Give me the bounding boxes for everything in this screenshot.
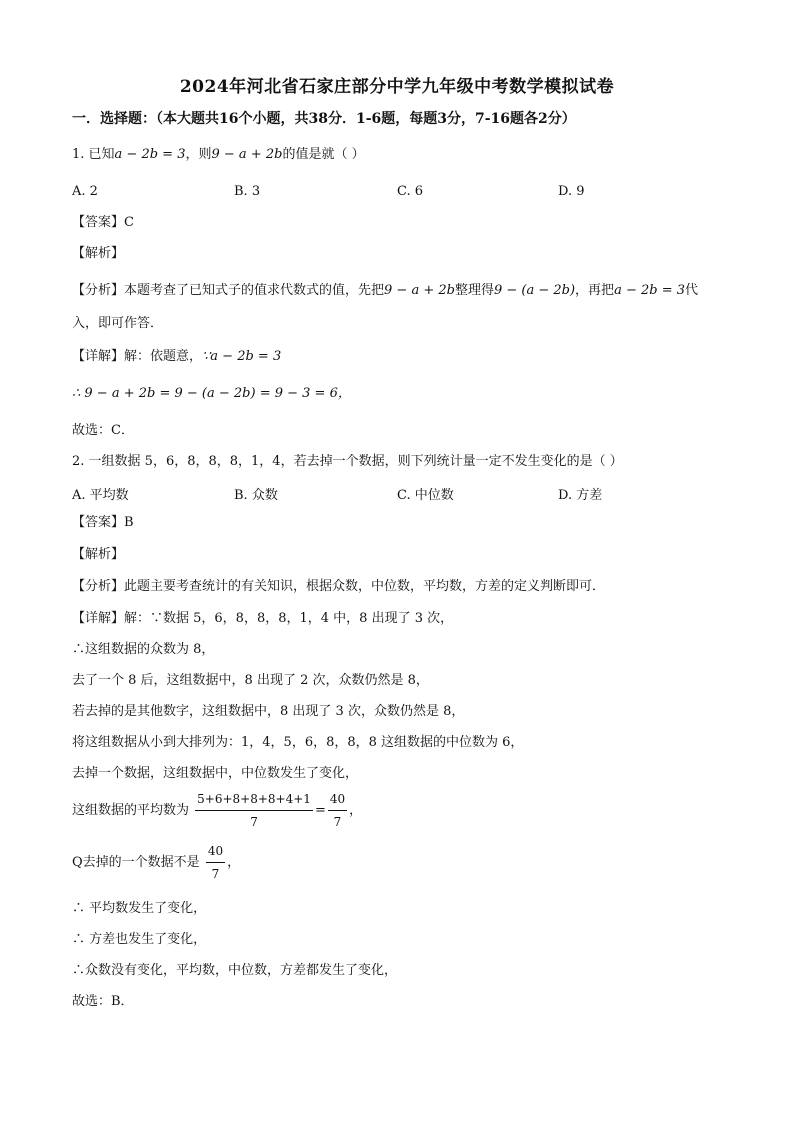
q2-mean-line — [72, 790, 362, 831]
section-header: 一．选择题：（本大题共16个小题，共38分．1-6题，每题3分，7-16题各2分） — [72, 111, 576, 127]
q2-mean-denominator: 7 — [250, 815, 258, 829]
q1-fenxi-text-c: ，再把 — [575, 283, 615, 298]
q2-detail-line-2: 去了一个 8 后，这组数据中，8 出现了 2 次，众数仍然是 8， — [72, 673, 429, 688]
q2-removed-numerator: 40 — [206, 842, 225, 863]
q1-detail-expr: ∵a − 2b = 3 — [202, 349, 282, 364]
q1-answer: 【答案】C — [72, 215, 134, 230]
q1-fenxi — [72, 282, 698, 300]
q2-option-b: B. 众数 — [234, 488, 278, 503]
q1-option-c: C. 6 — [397, 184, 424, 199]
q2-removed-prefix: Q去掉的一个数据不是 — [72, 855, 200, 870]
q2-mean-result-numerator: 40 — [328, 790, 347, 811]
q2-detail-line-4: 将这组数据从小到大排列为：1，4，5，6，8，8，8 这组数据的中位数为 6， — [72, 735, 524, 750]
q1-option-a: A. 2 — [72, 184, 98, 199]
q2-mean-fraction — [195, 790, 313, 831]
q1-option-b: B. 3 — [234, 184, 261, 199]
q1-fenxi-text-b: 整理得 — [454, 283, 494, 298]
q1-stem-text-b: ，则 — [185, 147, 212, 162]
q2-mean-numerator: 5+6+8+8+8+4+1 — [195, 790, 313, 811]
q2-mean-prefix: 这组数据的平均数为 — [72, 803, 190, 818]
q1-detail-text: 【详解】解：依题意， — [72, 349, 203, 364]
q2-answer: 【答案】B — [72, 515, 134, 530]
q2-mean-result-denominator: 7 — [333, 815, 342, 829]
q2-removed-fraction — [206, 842, 225, 883]
q2-detail-line-7: ∴ 方差也发生了变化， — [72, 932, 207, 947]
q2-detail-line-3: 若去掉的是其他数字，这组数据中，8 出现了 3 次，众数仍然是 8， — [72, 704, 465, 719]
q1-expr-target: 9 − a + 2b — [211, 147, 283, 162]
q2-fenxi: 【分析】此题主要考查统计的有关知识，根据众数，中位数，平均数，方差的定义判断即可． — [72, 579, 606, 594]
q1-stem-text-c: 的值是就（ ） — [282, 147, 365, 162]
page-title: 2024年河北省石家庄部分中学九年级中考数学模拟试卷 — [179, 77, 615, 97]
q2-analysis-label: 【解析】 — [72, 547, 125, 562]
q1-fenxi-expr3: a − 2b = 3 — [614, 283, 685, 298]
q1-expr-condition: a − 2b = 3 — [114, 147, 186, 162]
q1-fenxi-text-a: 【分析】本题考查了已知式子的值求代数式的值，先把 — [72, 283, 385, 298]
q1-fenxi-expr1: 9 − a + 2b — [384, 283, 455, 298]
q2-removed-line — [72, 842, 240, 883]
q2-detail-line-5: 去掉一个数据，这组数据中，中位数发生了变化， — [72, 766, 359, 781]
q2-option-a: A. 平均数 — [72, 488, 129, 503]
q2-detail-line-1: ∴这组数据的众数为 8， — [72, 642, 215, 657]
q2-detail-line-6: ∴ 平均数发生了变化， — [72, 901, 207, 916]
q1-analysis-label: 【解析】 — [72, 246, 125, 261]
q1-calculation: ∴ 9 − a + 2b = 9 − (a − 2b) = 9 − 3 = 6， — [72, 386, 351, 401]
q2-stem: 2. 一组数据 5，6，8，8，8，1，4，若去掉一个数据，则下列统计量一定不发生变化的是（ ） — [72, 454, 623, 469]
q1-fenxi-expr2: 9 − (a − 2b) — [493, 283, 576, 298]
q1-fenxi-text-d: 代 — [685, 283, 699, 298]
q1-detail — [72, 348, 281, 366]
q2-choice: 故选：B． — [72, 994, 134, 1009]
q2-mean-suffix: ， — [349, 803, 363, 818]
q2-detail-line-8: ∴众数没有变化，平均数，中位数，方差都发生了变化， — [72, 963, 398, 978]
q2-removed-denominator: 7 — [211, 867, 220, 881]
q1-stem — [72, 146, 365, 164]
q1-stem-text-a: 1. 已知 — [72, 147, 115, 162]
q1-option-d: D. 9 — [558, 184, 585, 199]
q2-option-d: D. 方差 — [558, 488, 603, 503]
q2-detail: 【详解】解：∵数据 5，6，8，8，8，1，4 中，8 出现了 3 次， — [72, 611, 454, 626]
q1-fenxi-line2: 入，即可作答． — [72, 316, 164, 331]
q2-option-c: C. 中位数 — [397, 488, 454, 503]
q1-choice: 故选：C． — [72, 423, 134, 438]
q2-mean-equals: = — [314, 803, 326, 818]
q2-mean-result-fraction — [328, 790, 347, 831]
q2-removed-suffix: ， — [227, 855, 241, 870]
